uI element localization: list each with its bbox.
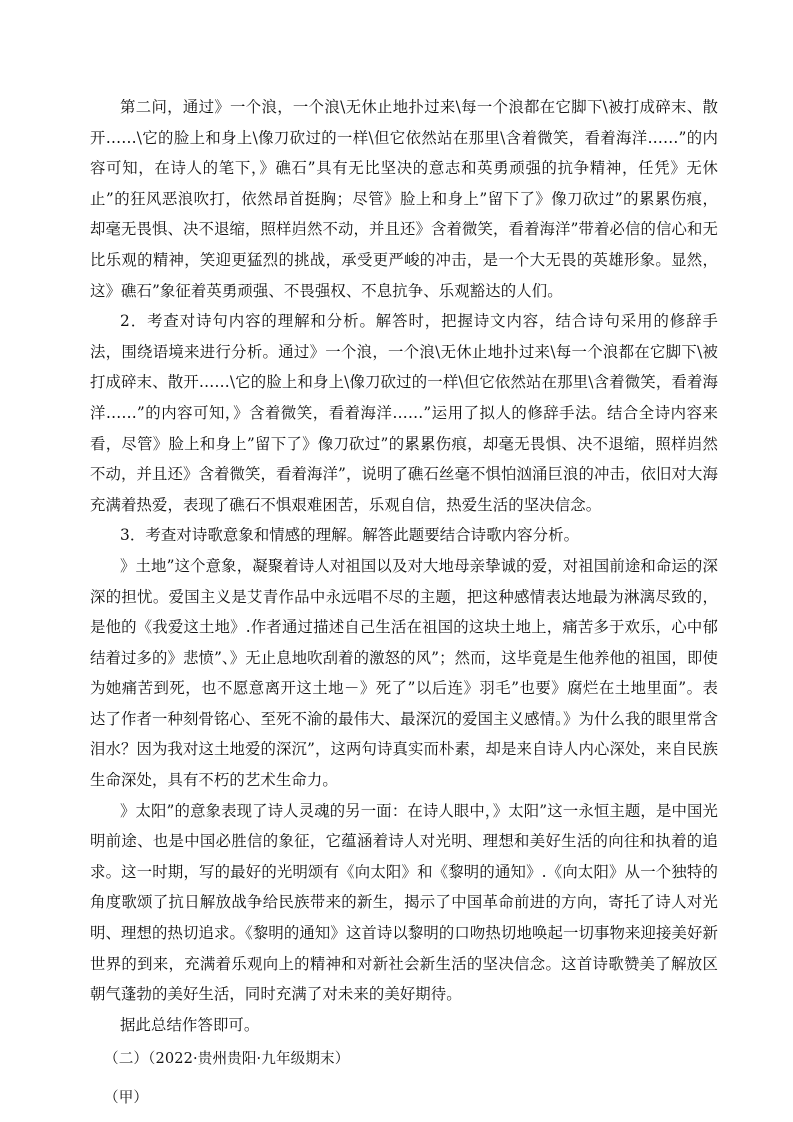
paragraph-sun-imagery: 》太阳”的意象表现了诗人灵魂的另一面：在诗人眼中，》太阳”这一永恒主题，是中国光明前途、也是中国必胜信的象征，它蕴涵着诗人对光明、理想和美好生活的向往和执着的追求。这一时期，写的最好的光明颂有《向太阳》和《黎明的通知》.《向太阳》从一个独特的角度歌颂了抗日解放战争给民族带来的新生，揭示了中国革命前进的方向，寄托了诗人对光明、理想的热切追求。《黎明的通知》这首诗以黎明的口吻热切地唤起一切事物来迎接美好新世界的到来，充满着乐观向上的精神和对新社会新生活的坚决信念。这首诗歌赞美了解放区朝气蓬勃的美好生活，同时充满了对未来的美好期待。: [90, 801, 718, 1004]
paragraph-land-imagery: 》土地”这个意象，凝聚着诗人对祖国以及对大地母亲挚诚的爱，对祖国前途和命运的深深的担忧。爱国主义是艾青作品中永远唱不尽的主题，把这种感情表达地最为淋漓尽致的，是他的《我爱这土地》.作者通过描述自己生活在祖国的这块土地上，痛苦多于欢乐，心中郁结着过多的》悲愤”、》无止息地吹刮着的激怒的风”；然而，这毕竟是生他养他的祖国，即使为她痛苦到死，也不愿意离开这土地－》死了”以后连》羽毛”也要》腐烂在土地里面”。表达了作者一种刻骨铭心、至死不渝的最伟大、最深沉的爱国主义感情。》为什么我的眼里常含泪水？因为我对这土地爱的深沉”，这两句诗真实而朴素，却是来自诗人内心深处，来自民族生命深处，具有不朽的艺术生命力。: [90, 556, 718, 790]
subsection-header: （甲）: [104, 1089, 149, 1106]
paragraph-conclusion: 据此总结作答即可。: [120, 1015, 260, 1034]
paragraph-question-3: 3．考查对诗歌意象和情感的理解。解答此题要结合诗歌内容分析。: [120, 526, 580, 545]
section-header: （二）（2022·贵州贵阳·九年级期末）: [104, 1050, 350, 1068]
paragraph-question-2: 2．考查对诗句内容的理解和分析。解答时，把握诗文内容，结合诗句采用的修辞手法，围绕语境来进行分析。通过》一个浪，一个浪\无休止地扑过来\每一个浪都在它脚下\被打成碎末、散开……\它的脸上和身上\像刀砍过的一样\但它依然站在那里\含着微笑，看着海洋……”的内容可知，》含着微笑，看着海洋……”运用了拟人的修辞手法。结合全诗内容来看，尽管》脸上和身上”留下了》像刀砍过”的累累伤痕，却毫无畏惧、决不退缩，照样岿然不动，并且还》含着微笑，看着海洋”，说明了礁石丝毫不惧怕汹涌巨浪的冲击，依旧对大海充满着热爱，表现了礁石不惧艰难困苦，乐观自信，热爱生活的坚决信念。: [90, 312, 718, 514]
document-body: [90, 92, 718, 1114]
paragraph-rock-analysis: 第二问，通过》一个浪，一个浪\无休止地扑过来\每一个浪都在它脚下\被打成碎末、散开……\它的脸上和身上\像刀砍过的一样\但它依然站在那里\含着微笑，看着海洋……”的内容可知，在诗人的笔下，》礁石”具有无比坚决的意志和英勇顽强的抗争精神，任凭》无休止”的狂风恶浪吹打，依然昂首挺胸；尽管》脸上和身上”留下了》像刀砍过”的累累伤痕，却毫无畏惧、决不退缩，照样岿然不动，并且还》含着微笑，看着海洋”带着必信的信心和无比乐观的精神，笑迎更猛烈的挑战，承受更严峻的冲击，是一个大无畏的英雄形象。显然，这》礁石”象征着英勇顽强、不畏强权、不息抗争、乐观豁达的人们。: [90, 98, 718, 300]
